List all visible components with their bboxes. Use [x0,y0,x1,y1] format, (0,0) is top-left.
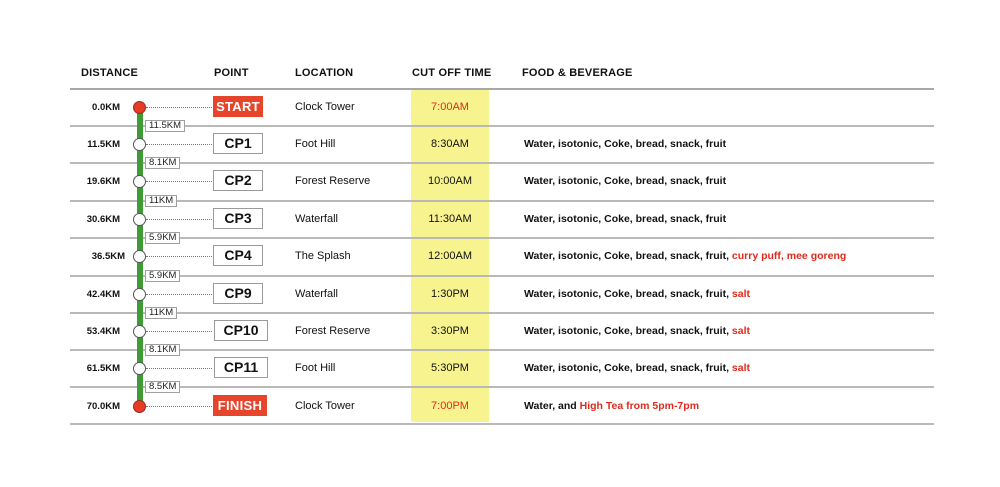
checkpoint-marker-icon [133,213,146,226]
distance-value: 53.4KM [86,326,120,337]
cutoff-time-value: 3:30PM [431,325,469,337]
location-value: Waterfall [295,288,338,300]
checkpoint-marker-icon [133,175,146,188]
start-marker-icon [133,101,146,114]
location-value: Forest Reserve [295,325,371,337]
location-value: Foot Hill [295,362,336,374]
segment-distance-label: 8.1KM [145,344,180,356]
checkpoint-marker-icon [133,325,146,338]
cutoff-time-value: 10:00AM [427,175,473,187]
header-point: POINT [214,67,249,79]
point-badge: CP1 [213,133,263,154]
location-value: Forest Reserve [295,175,371,187]
segment-distance-label: 8.5KM [145,381,180,393]
checkpoint-marker-icon [133,362,146,375]
point-badge: CP3 [213,208,263,229]
header-cutoff-time: CUT OFF TIME [412,67,492,79]
segment-distance-label: 5.9KM [145,232,180,244]
food-beverage-value [524,201,726,238]
food-main: Water, isotonic, Coke, bread, snack, fruit [524,138,727,150]
food-main: Water, isotonic, Coke, bread, snack, fruit [524,175,727,187]
segment-distance-label: 5.9KM [145,270,180,282]
table-row [0,388,1000,425]
distance-value: 11.5KM [87,139,120,150]
distance-value: 19.6KM [86,176,120,187]
checkpoint-marker-icon [133,138,146,151]
food-beverage-value [524,388,699,425]
dotted-connector [146,144,212,145]
point-badge: CP2 [213,170,263,191]
dotted-connector [146,181,212,182]
food-main: Water, isotonic, Coke, bread, snack, fruit, [524,288,732,300]
point-badge: CP9 [213,283,263,304]
header-distance: DISTANCE [81,67,139,79]
food-main: Water, isotonic, Coke, bread, snack, fruit, [524,362,732,374]
location-value: Clock Tower [295,400,355,412]
segment-distance-label: 11KM [145,307,177,319]
dotted-connector [146,368,212,369]
distance-value: 70.0KM [86,401,120,412]
point-badge: CP11 [214,357,268,378]
location-value: Waterfall [295,213,338,225]
food-extra: High Tea from 5pm-7pm [579,400,700,412]
food-beverage-value [524,163,726,200]
distance-value: 36.5KM [91,251,125,262]
header-food-beverage: FOOD & BEVERAGE [522,67,633,79]
food-extra: curry puff, mee goreng [731,250,847,262]
segment-distance-label: 11KM [145,195,177,207]
point-badge: FINISH [213,395,267,416]
food-main: Water, isotonic, Coke, bread, snack, fruit [524,213,727,225]
point-badge: START [213,96,263,117]
header-location: LOCATION [295,67,354,79]
food-extra: salt [731,288,751,300]
distance-value: 61.5KM [86,363,120,374]
food-extra: salt [731,325,751,337]
food-beverage-value [524,313,750,350]
distance-value: 30.6KM [86,214,120,225]
point-badge: CP4 [213,245,263,266]
segment-distance-label: 11.5KM [145,120,185,132]
location-value: Foot Hill [295,138,336,150]
cutoff-time-value: 7:00PM [431,400,469,412]
cutoff-time-value: 8:30AM [431,138,469,150]
food-extra: salt [731,362,751,374]
dotted-connector [146,256,212,257]
distance-value: 0.0KM [92,102,120,113]
food-main: Water, and [524,400,580,412]
dotted-connector [146,294,212,295]
dotted-connector [146,406,212,407]
finish-marker-icon [133,400,146,413]
dotted-connector [146,331,212,332]
dotted-connector [146,107,212,108]
food-main: Water, isotonic, Coke, bread, snack, fruit, [524,325,732,337]
cutoff-time-value: 12:00AM [427,250,473,262]
dotted-connector [146,219,212,220]
food-beverage-value [524,276,750,313]
food-main: Water, isotonic, Coke, bread, snack, fruit, [524,250,732,262]
segment-distance-label: 8.1KM [145,157,180,169]
cutoff-time-value: 5:30PM [431,362,469,374]
checkpoint-marker-icon [133,288,146,301]
checkpoint-marker-icon [133,250,146,263]
cutoff-time-value: 1:30PM [431,288,469,300]
distance-value: 42.4KM [86,289,120,300]
food-beverage-value [524,126,726,163]
food-beverage-value [524,350,750,387]
point-badge: CP10 [214,320,268,341]
cutoff-time-value: 7:00AM [431,101,469,113]
food-beverage-value [524,238,846,275]
cutoff-time-value: 11:30AM [428,213,472,225]
location-value: Clock Tower [295,101,355,113]
location-value: The Splash [295,250,351,262]
